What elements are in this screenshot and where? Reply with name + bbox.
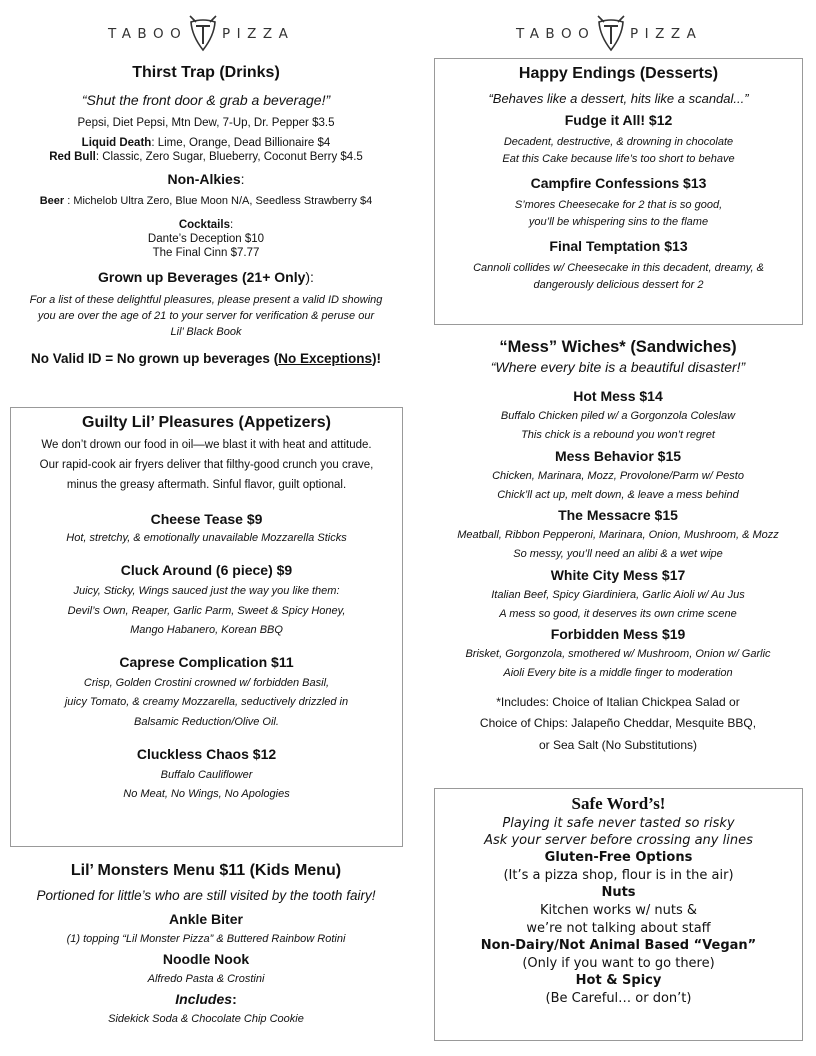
drinks-section: [8, 64, 404, 366]
grown-up-title: Grown up Beverages (21+ Only: [98, 269, 306, 285]
menu-item-desc: [11, 582, 402, 640]
menu-item-desc: [432, 645, 804, 684]
menu-item-desc: [432, 586, 804, 625]
liquid-death-items: : Lime, Orange, Dead Billionaire $4: [151, 137, 331, 149]
appetizers-title: Guilty Lil’ Pleasures (Appetizers): [82, 414, 331, 431]
menu-item-name: Cluck Around (6 piece) $9: [120, 562, 293, 579]
kids-tagline: Portioned for little’s who are still visited by the tooth fairy!: [36, 888, 376, 903]
grown-up-desc-line: you are over the age of 21 to your server for verification & peruse our: [37, 309, 375, 322]
safe-word-item-name: Non-Dairy/Not Animal Based “Vegan”: [480, 938, 757, 953]
menu-item-desc-line: So messy, you’ll need an alibi & a wet wipe: [513, 548, 723, 561]
menu-item: [11, 511, 402, 544]
appetizers-intro-line: minus the greasy aftermath. Sinful flavor, guilt optional.: [66, 478, 347, 491]
sandwiches-note-line: or Sea Salt (No Substitutions): [538, 737, 698, 752]
menu-item-desc-line: No Meat, No Wings, No Apologies: [123, 788, 290, 801]
cocktails-heading: [8, 219, 404, 231]
menu-item-desc-line: Juicy, Sticky, Wings sauced just the way you like them:: [73, 585, 340, 598]
menu-item-name: Noodle Nook: [162, 951, 250, 967]
menu-item-name: Caprese Complication $11: [119, 654, 294, 671]
brand-word-right: PIZZA: [222, 26, 295, 42]
safe-word-item-name: Gluten-Free Options: [544, 850, 693, 865]
non-alkies-title: Non-Alkies: [167, 171, 241, 187]
safe-word-item-desc: (Only if you want to go there): [522, 956, 715, 971]
menu-item-desc: [432, 467, 804, 506]
appetizers-intro-line: We don’t drown our food in oil—we blast it with heat and attitude.: [41, 439, 372, 451]
safe-word-item-desc: (Be Careful… or don’t): [545, 991, 692, 1006]
menu-item-name: White City Mess $17: [550, 566, 686, 583]
menu-item-desc-line: dangerously delicious dessert for 2: [533, 278, 704, 291]
menu-item-name: Ankle Biter: [169, 911, 243, 927]
appetizers-section: [10, 407, 403, 847]
menu-item-desc-line: Mango Habanero, Korean BBQ: [130, 623, 283, 636]
menu-item-name: Forbidden Mess $19: [550, 626, 686, 642]
red-bull-line: [8, 151, 404, 163]
menu-item-name: Fudge it All! $12: [564, 112, 673, 128]
drinks-tagline: “Shut the front door & grab a beverage!”: [81, 92, 331, 108]
beer-label: Beer: [39, 195, 65, 207]
safe-word-section: [434, 788, 803, 1041]
menu-item-desc-line: Meatball, Ribbon Pepperoni, Marinara, Onion, Mushroom, & Mozz: [457, 529, 779, 541]
menu-item-desc-line: Devil’s Own, Reaper, Garlic Parm, Sweet & Spicy Honey,: [67, 604, 346, 617]
safe-word-line: Playing it safe never tasted so risky: [502, 816, 735, 831]
menu-item-desc-line: Decadent, destructive, & drowning in chocolate: [503, 136, 734, 148]
menu-item-desc-line: Aioli Every bite is a middle finger to moderation: [503, 667, 733, 680]
menu-item-desc-line: Cannoli collides w/ Cheesecake in this decadent, dreamy, &: [473, 262, 764, 274]
safe-word-line: Ask your server before crossing any lines: [484, 833, 753, 848]
menu-item: [11, 746, 402, 805]
cocktail-item: The Final Cinn $7.77: [152, 247, 260, 259]
safe-word-title: Safe Word’s!: [571, 794, 666, 813]
desserts-tagline: “Behaves like a dessert, hits like a scandal...”: [488, 91, 749, 106]
sandwiches-note-line: *Includes: Choice of Italian Chickpea Salad or: [496, 694, 740, 709]
menu-item-desc-line: This chick is a rebound you won’t regret: [521, 429, 715, 442]
brand-word-right: PIZZA: [630, 26, 703, 42]
kids-title: Lil’ Monsters Menu $11 (Kids Menu): [70, 862, 342, 879]
liquid-death-label: Liquid Death: [81, 137, 152, 149]
no-id-suffix: )!: [371, 350, 381, 366]
menu-item-name: Cluckless Chaos $12: [136, 745, 277, 762]
menu-item-desc: [435, 134, 802, 167]
menu-item: [11, 654, 402, 732]
no-id-prefix: No Valid ID = No grown up beverages (: [31, 350, 279, 366]
menu-item-name: Mess Behavior $15: [554, 447, 682, 464]
sandwiches-note: [432, 692, 804, 757]
menu-item-name: Final Temptation $13: [549, 238, 688, 254]
kids-includes-heading: [8, 991, 404, 1007]
brand-word-left: TABOO: [516, 26, 596, 42]
appetizers-intro-line: Our rapid-cook air fryers deliver that filthy-good crunch you crave,: [39, 458, 374, 471]
menu-item-name: Cheese Tease $9: [150, 511, 263, 528]
kids-section: [8, 862, 404, 1025]
menu-item-desc: [11, 766, 402, 805]
grown-up-heading: [8, 269, 404, 285]
non-alkies-heading: [8, 171, 404, 187]
non-alkies-colon: :: [240, 171, 245, 187]
menu-item-desc-line: Italian Beef, Spicy Giardiniera, Garlic Aioli w/ Au Jus: [491, 588, 745, 601]
menu-item-desc-line: A mess so good, it deserves its own crime scene: [499, 607, 737, 620]
grown-up-desc-line: Lil’ Black Book: [170, 325, 242, 338]
grown-up-desc-line: For a list of these delightful pleasures, please present a valid ID showing: [29, 294, 383, 306]
cocktails-label: Cocktails: [178, 219, 230, 231]
menu-item-desc-line: Crisp, Golden Crostini crowned w/ forbidden Basil,: [83, 677, 330, 690]
menu-item-desc-line: Buffalo Chicken piled w/ a Gorgonzola Coleslaw: [500, 410, 736, 422]
sandwiches-tagline: “Where every bite is a beautiful disaster!”: [490, 359, 746, 375]
desserts-title: Happy Endings (Desserts): [518, 65, 719, 82]
menu-item-desc-line: Eat this Cake because life’s too short to behave: [502, 152, 735, 165]
menu-item-desc-line: S’mores Cheesecake for 2 that is so good,: [514, 199, 723, 211]
menu-item: [11, 562, 402, 640]
menu-item-desc-line: Brisket, Gorgonzola, smothered w/ Mushroom, Onion w/ Garlic: [465, 648, 771, 660]
brand-logo-right: [508, 14, 718, 52]
sandwiches-note-line: Choice of Chips: Jalapeño Cheddar, Mesquite BBQ,: [479, 716, 757, 731]
appetizers-intro: [11, 436, 402, 495]
safe-word-item-desc: Kitchen works w/ nuts &: [539, 903, 698, 918]
kids-includes-desc: Sidekick Soda & Chocolate Chip Cookie: [108, 1013, 304, 1025]
menu-item-desc: [435, 260, 802, 293]
no-id-underlined: No Exceptions: [278, 350, 372, 366]
sandwiches-title: “Mess” Wiches* (Sandwiches): [499, 338, 737, 356]
menu-item-desc: [11, 674, 402, 732]
menu-item-desc: (1) topping “Lil Monster Pizza” & Buttered Rainbow Rotini: [66, 933, 346, 945]
menu-item-name: Campfire Confessions $13: [530, 175, 707, 191]
menu-item-name: Hot Mess $14: [573, 388, 663, 404]
sandwiches-section: [432, 338, 804, 756]
safe-word-item-desc: we’re not talking about staff: [526, 921, 711, 936]
cocktail-item: Dante’s Deception $10: [147, 233, 265, 245]
red-bull-label: Red Bull: [49, 151, 96, 163]
menu-item-desc: Hot, stretchy, & emotionally unavailable Mozzarella Sticks: [66, 532, 347, 545]
kids-includes-colon: :: [232, 991, 237, 1007]
menu-item-desc-line: you’ll be whispering sins to the flame: [528, 215, 709, 228]
menu-item-desc: [435, 197, 802, 230]
grown-up-paren: ):: [305, 269, 314, 285]
beer-items: : Michelob Ultra Zero, Blue Moon N/A, Seedless Strawberry $4: [64, 195, 373, 207]
menu-item-desc: Alfredo Pasta & Crostini: [147, 973, 265, 985]
menu-item-desc-line: Chicken, Marinara, Mozz, Provolone/Parm w/ Pesto: [492, 469, 744, 482]
beer-line: [8, 195, 404, 207]
taboo-t-icon: [594, 14, 628, 52]
drinks-title: Thirst Trap (Drinks): [132, 64, 280, 81]
menu-item-name: The Messacre $15: [558, 507, 678, 523]
safe-word-item-name: Hot & Spicy: [575, 973, 662, 988]
menu-item-desc-line: Balsamic Reduction/Olive Oil.: [134, 715, 279, 728]
red-bull-items: : Classic, Zero Sugar, Blueberry, Coconut Berry $4.5: [95, 151, 363, 163]
menu-item-desc-line: Chick’ll act up, melt down, & leave a mess behind: [497, 488, 739, 501]
grown-up-desc: [8, 293, 404, 341]
cocktails-colon: :: [229, 219, 234, 231]
brand-word-left: TABOO: [108, 26, 188, 42]
menu-item-desc: [432, 407, 804, 446]
menu-item-desc-line: juicy Tomato, & creamy Mozzarella, seductively drizzled in: [64, 696, 349, 709]
soda-line: Pepsi, Diet Pepsi, Mtn Dew, 7-Up, Dr. Pepper $3.5: [77, 117, 335, 129]
brand-logo-left: [100, 14, 310, 52]
no-id-warning: [8, 351, 404, 366]
taboo-t-icon: [186, 14, 220, 52]
safe-word-item-desc: (It’s a pizza shop, flour is in the air): [503, 868, 734, 883]
liquid-death-line: [8, 137, 404, 149]
menu-item-desc: [432, 526, 804, 565]
kids-includes-label: Includes: [175, 991, 233, 1007]
menu-item-desc-line: Buffalo Cauliflower: [160, 768, 253, 781]
safe-word-item-name: Nuts: [601, 885, 636, 900]
desserts-section: [434, 58, 803, 325]
